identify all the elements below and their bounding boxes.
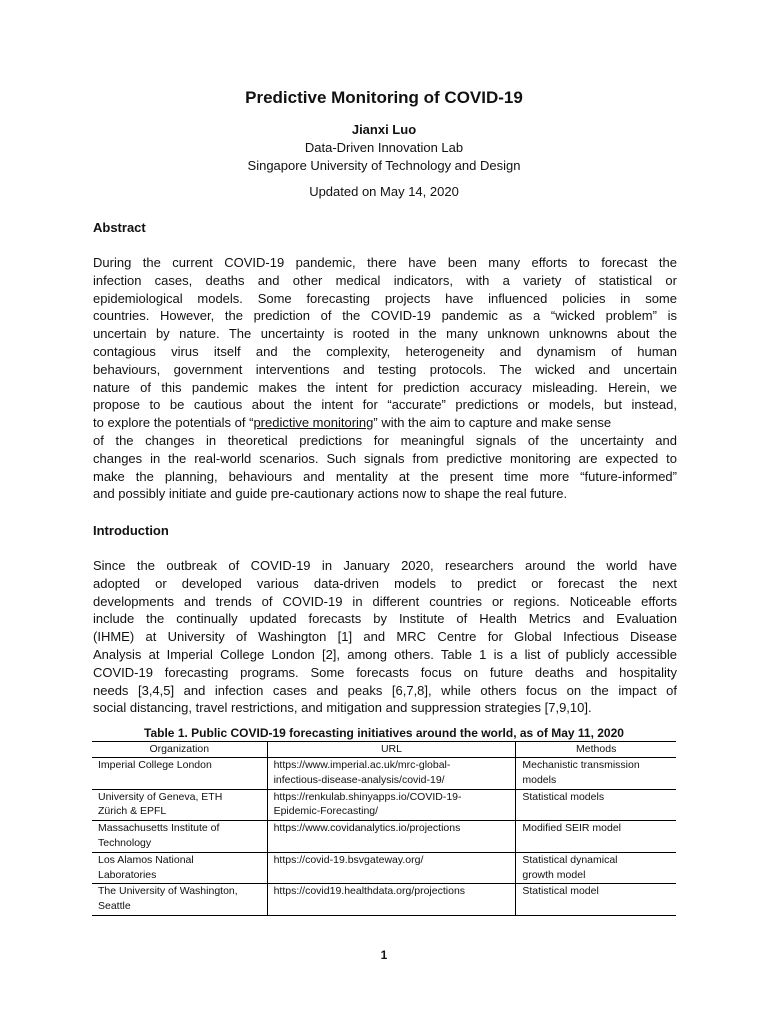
cell-line: Laboratories (98, 868, 157, 881)
author-name: Jianxi Luo (351, 122, 417, 137)
intro-line: needs [3,4,5] and infection cases and peaks [6,7,8], while others focus on the impact of (93, 682, 677, 698)
url-cell[interactable] (267, 852, 516, 884)
abstract-line: During the current COVID-19 pandemic, there have been many efforts to forecast the (93, 255, 677, 270)
abstract-line (93, 414, 677, 432)
page-number: 1 (380, 948, 388, 962)
table-caption: Table 1. Public COVID-19 forecasting initiatives around the world, as of May 11, 2020 (144, 726, 624, 740)
method-cell (516, 789, 676, 821)
paper-title: Predictive Monitoring of COVID-19 (245, 88, 523, 107)
organization-cell (92, 758, 267, 790)
intro-line: Since the outbreak of COVID-19 in January 2020, researchers around the world have (93, 558, 677, 573)
cell-line: Seattle (98, 900, 131, 913)
intro-line: social distancing, travel restrictions, and mitigation and suppression strategies [7,9,10]. (93, 700, 592, 716)
cell-line: Technology (98, 836, 152, 849)
abstract-line: of the changes in theoretical predictions for meaningful signals of the uncertainty and (93, 432, 677, 448)
cell-line: growth model (522, 868, 586, 881)
abstract-line: epidemiological models. Some forecasting projects have influenced policies in some (93, 290, 677, 306)
url-cell[interactable] (267, 884, 516, 916)
url-cell[interactable] (267, 821, 516, 853)
table-row (92, 852, 676, 884)
intro-line: Analysis at Imperial College London [2], among others. Table 1 is a list of publicly accessible (93, 646, 677, 662)
cell-line: Statistical models (522, 790, 605, 803)
organization-cell (92, 852, 267, 884)
abstract-line: infection cases, deaths and other medical indicators, with a variety of statistical or (93, 272, 677, 288)
column-header-organization: Organization (92, 742, 267, 758)
abstract-line: propose to be cautious about the intent for “accurate” predictions or models, but instead, (93, 397, 677, 413)
abstract-line: changes in the real-world scenarios. Such signals from predictive monitoring are expected to (93, 450, 677, 466)
cell-line: Statistical model (522, 885, 599, 898)
cell-line: https://renkulab.shinyapps.io/COVID-19- (273, 790, 462, 803)
abstract-line: countries. However, the prediction of the COVID-19 pandemic as a “wicked problem” is (93, 308, 677, 324)
forecast-initiatives-table (92, 741, 676, 916)
url-cell[interactable] (267, 789, 516, 821)
abstract-heading: Abstract (93, 220, 146, 235)
intro-line: (IHME) at University of Washington [1] and MRC Centre for Global Infectious Disease (93, 629, 677, 645)
method-cell (516, 852, 676, 884)
cell-line: https://www.imperial.ac.uk/mrc-global- (273, 759, 451, 771)
table-header-row (92, 742, 676, 758)
cell-line: Los Alamos National (98, 853, 194, 866)
cell-line: University of Geneva, ETH (98, 790, 223, 803)
cell-line: The University of Washington, (98, 885, 238, 898)
table-row (92, 821, 676, 853)
intro-line: COVID-19 forecasting programs. Some forecasts focus on future deaths and hospitality (93, 664, 677, 680)
cell-line: https://covid-19.bsvgateway.org/ (273, 853, 424, 866)
cell-line: Modified SEIR model (522, 822, 622, 835)
abstract-text: to explore the potentials of “ (93, 415, 254, 431)
cell-line: https://www.covidanalytics.io/projections (273, 822, 461, 835)
intro-line: adopted or developed various data-driven models to predict or forecast the next (93, 575, 677, 591)
cell-line: https://covid19.healthdata.org/projections (273, 885, 466, 898)
cell-line: Statistical dynamical (522, 853, 618, 866)
affiliation-lab: Data-Driven Innovation Lab (304, 140, 464, 155)
url-cell[interactable] (267, 758, 516, 790)
organization-cell (92, 789, 267, 821)
cell-line: Imperial College London (98, 759, 212, 771)
column-header-url: URL (267, 742, 516, 758)
table-row (92, 884, 676, 916)
introduction-heading: Introduction (93, 523, 169, 538)
affiliation-university: Singapore University of Technology and Design (247, 158, 521, 173)
cell-line: Massachusetts Institute of (98, 822, 220, 835)
abstract-line: contagious virus itself and the complexity, heterogeneity and dynamism of human (93, 343, 677, 359)
method-cell (516, 758, 676, 790)
abstract-text: ” with the aim to capture and make sense (373, 415, 612, 431)
abstract-line: make the planning, behaviours and mentality at the present time more “future-informed” (93, 468, 677, 484)
abstract-line: uncertain by nature. The uncertainty is rooted in the many unknown unknowns about the (93, 326, 677, 342)
cell-line: Epidemic-Forecasting/ (273, 805, 379, 818)
table-row (92, 758, 676, 790)
method-cell (516, 821, 676, 853)
introduction-paragraph (93, 557, 677, 717)
column-header-methods: Methods (516, 742, 676, 758)
abstract-paragraph (93, 254, 677, 503)
intro-line: developments and trends of COVID-19 in different countries or regions. Noticeable efforts (93, 593, 677, 609)
cell-line: Zürich & EPFL (98, 805, 167, 818)
cell-line: models (522, 773, 557, 786)
abstract-line: behaviours, government interventions and testing protocols. The wicked and uncertain (93, 361, 677, 377)
table-row (92, 789, 676, 821)
organization-cell (92, 821, 267, 853)
abstract-line: nature of this pandemic makes the intent for prediction accuracy misleading. Herein, we (93, 379, 677, 395)
abstract-line: and possibly initiate and guide pre-cautionary actions now to shape the real future. (93, 486, 568, 502)
intro-line: include the continually updated forecasts by Institute of Health Metrics and Evaluation (93, 611, 677, 627)
updated-date: Updated on May 14, 2020 (309, 184, 459, 199)
cell-line: infectious-disease-analysis/covid-19/ (273, 773, 445, 786)
cell-line: Mechanistic transmission (522, 759, 640, 771)
predictive-monitoring-link[interactable]: predictive monitoring (253, 415, 374, 431)
organization-cell (92, 884, 267, 916)
method-cell (516, 884, 676, 916)
